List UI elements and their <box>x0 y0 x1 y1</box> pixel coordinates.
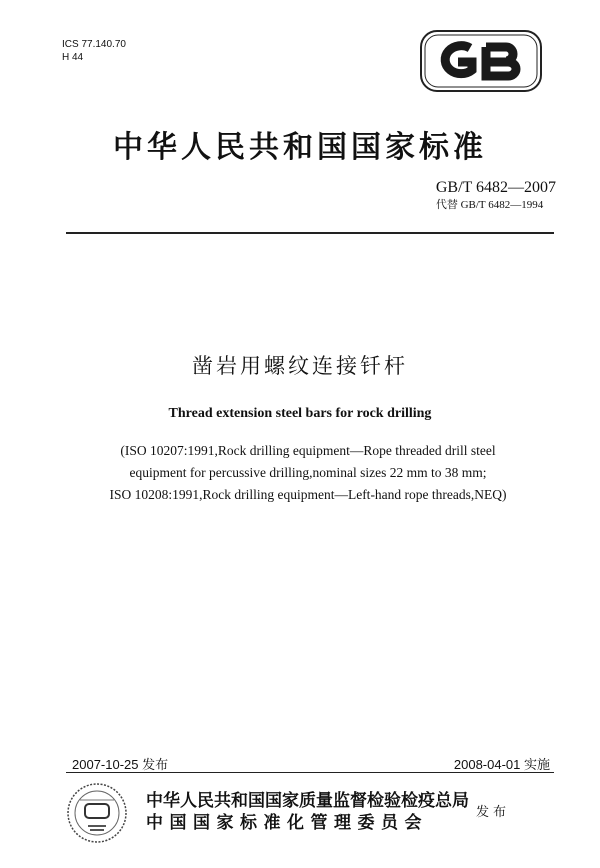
header-divider <box>66 232 554 234</box>
authority-name: 中华人民共和国国家质量监督检验检疫总局 <box>146 791 469 811</box>
ccs-code: H 44 <box>62 52 84 63</box>
gb-logo-icon <box>420 30 542 92</box>
replaces-code: 代替 GB/T 6482—1994 <box>435 199 544 211</box>
iso-references <box>60 440 556 506</box>
implementation-date: 2008-04-01 实施 <box>453 757 550 772</box>
document-title-cn: 凿岩用螺纹连接钎杆 <box>192 354 408 378</box>
classification-codes <box>62 38 126 64</box>
official-seal-icon <box>66 782 128 844</box>
issue-date: 2007-10-25 发布 <box>72 757 169 772</box>
iso-reference-line: ISO 10208:1991,Rock drilling equipment—Left-hand rope threads,NEQ) <box>109 487 507 502</box>
authority-name: 中国国家标准化管理委员会 <box>146 813 428 833</box>
ics-code: ICS 77.140.70 <box>62 39 126 50</box>
issuing-authorities <box>146 790 469 834</box>
footer-divider <box>66 772 554 773</box>
iso-reference-line: (ISO 10207:1991,Rock drilling equipment—Rope threaded drill steel <box>120 443 496 458</box>
standard-code-block <box>436 178 556 212</box>
iso-reference-line: equipment for percussive drilling,nominal sizes 22 mm to 38 mm; <box>129 465 487 480</box>
standard-code: GB/T 6482—2007 <box>435 179 556 196</box>
release-label: 发布 <box>476 805 511 820</box>
standard-category-title: 中华人民共和国国家标准 <box>113 130 487 165</box>
document-title-en: Thread extension steel bars for rock drilling <box>168 406 432 421</box>
